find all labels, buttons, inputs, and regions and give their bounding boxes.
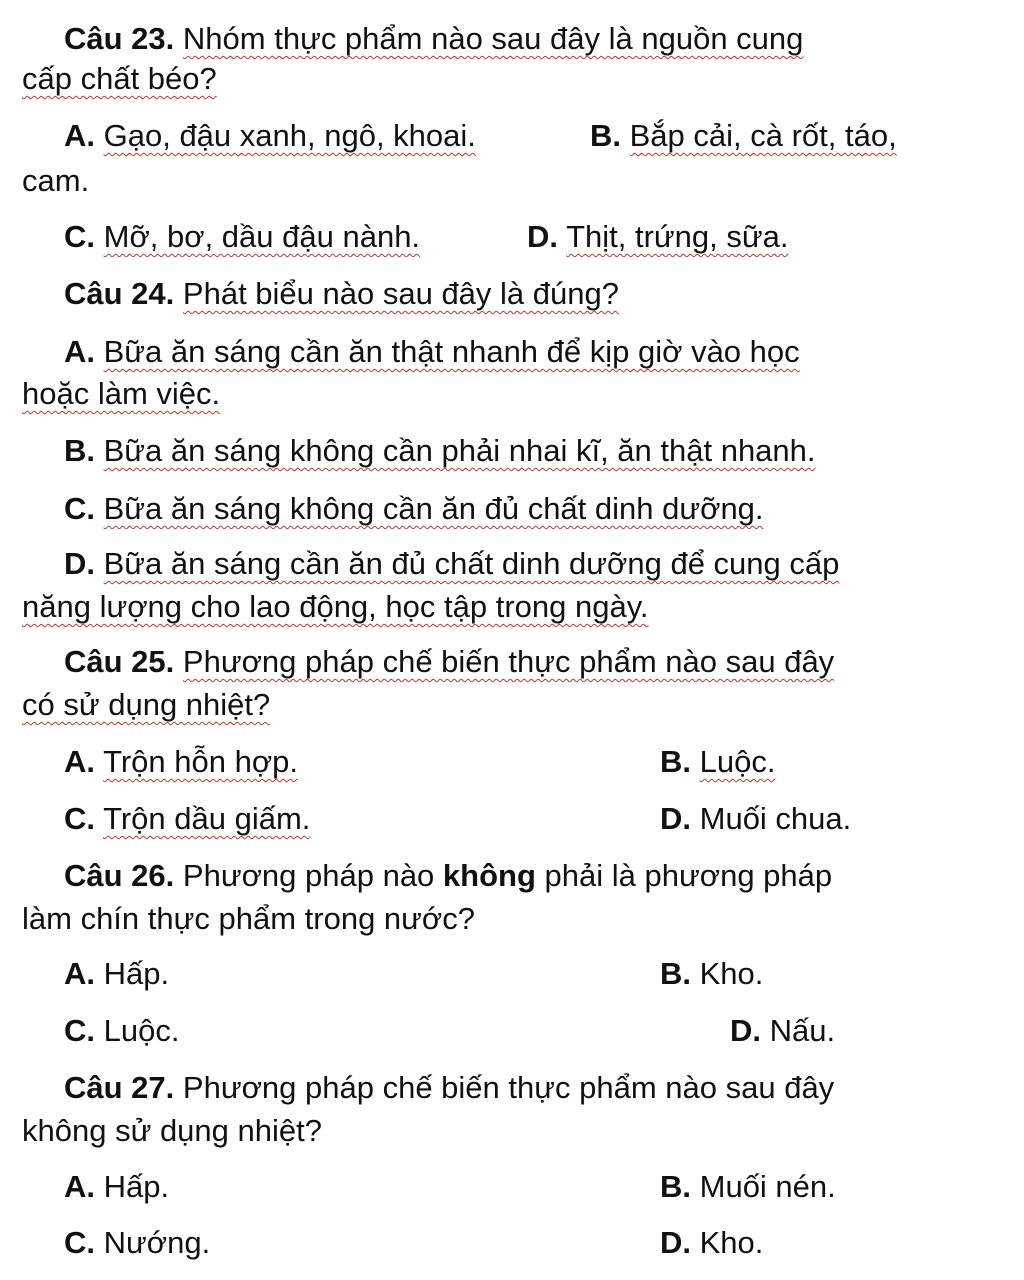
question-24-option-b <box>64 432 816 470</box>
option-text: Hấp. <box>103 956 170 991</box>
question-number: Câu 26. <box>64 858 175 893</box>
question-26-option-a <box>64 955 169 993</box>
question-text: làm chín thực phẩm trong nước? <box>22 901 475 936</box>
option-letter: A. <box>64 1169 95 1204</box>
question-23-option-b <box>590 117 897 155</box>
option-text: hoặc làm việc. <box>22 376 221 411</box>
question-24-option-c <box>64 490 764 528</box>
option-letter: B. <box>590 118 621 153</box>
option-letter: D. <box>660 801 691 836</box>
question-24-option-d <box>64 545 839 583</box>
question-26-option-b <box>660 955 763 993</box>
question-25-option-a <box>64 743 298 781</box>
option-text: Mỡ, bơ, dầu đậu nành. <box>103 219 421 254</box>
question-25-stem-cont <box>22 686 270 724</box>
question-number: Câu 27. <box>64 1070 175 1105</box>
option-text: Bữa ăn sáng không cần ăn đủ chất dinh dưỡng. <box>103 491 764 526</box>
question-25-option-b <box>660 743 775 781</box>
question-text: cấp chất béo? <box>22 61 217 96</box>
question-27-option-b <box>660 1168 836 1206</box>
question-25-option-d <box>660 800 851 838</box>
option-text: Bữa ăn sáng cần ăn thật nhanh để kịp giờ vào học <box>103 334 800 369</box>
option-text: cam. <box>22 163 90 198</box>
question-24-option-a-cont <box>22 375 220 413</box>
question-27-option-c <box>64 1224 210 1262</box>
question-27-stem <box>64 1069 834 1107</box>
option-text: Luộc. <box>699 744 776 779</box>
question-24-option-d-cont <box>22 588 649 626</box>
question-number: Câu 25. <box>64 644 175 679</box>
option-text: Trộn hỗn hợp. <box>103 744 299 779</box>
option-letter: A. <box>64 334 95 369</box>
option-text: Kho. <box>699 1225 764 1260</box>
question-emphasis: không <box>442 858 536 893</box>
option-letter: B. <box>660 744 691 779</box>
question-26-stem <box>64 857 832 895</box>
question-23-stem-cont <box>22 60 217 98</box>
question-25-option-c <box>64 800 310 838</box>
option-letter: D. <box>64 546 95 581</box>
question-26-stem-cont <box>22 900 475 938</box>
option-text: Trộn dầu giấm. <box>103 801 311 836</box>
question-text: Phương pháp nào <box>182 858 435 893</box>
question-27-option-a <box>64 1168 169 1206</box>
option-letter: A. <box>64 744 95 779</box>
option-letter: C. <box>64 491 95 526</box>
question-27-option-d <box>660 1224 763 1262</box>
question-number: Câu 24. <box>64 276 175 311</box>
question-26-option-c <box>64 1012 179 1050</box>
question-26-option-d <box>730 1012 835 1050</box>
question-text: phải là phương pháp <box>544 858 833 893</box>
option-letter: B. <box>64 433 95 468</box>
question-text: có sử dụng nhiệt? <box>22 687 271 722</box>
question-23-stem <box>64 20 803 58</box>
option-text: Nấu. <box>769 1013 836 1048</box>
option-text: Nướng. <box>103 1225 211 1260</box>
option-text: Hấp. <box>103 1169 170 1204</box>
question-27-stem-cont <box>22 1112 322 1150</box>
option-text: Bữa ăn sáng cần ăn đủ chất dinh dưỡng để cung cấp <box>103 546 840 581</box>
option-letter: A. <box>64 118 95 153</box>
question-25-stem <box>64 643 834 681</box>
option-letter: C. <box>64 219 95 254</box>
question-text: không sử dụng nhiệt? <box>22 1113 322 1148</box>
question-24-stem <box>64 275 619 313</box>
question-text: Phương pháp chế biến thực phẩm nào sau đây <box>182 1070 835 1105</box>
option-letter: B. <box>660 956 691 991</box>
question-23-option-c <box>64 218 420 256</box>
question-23-option-d <box>527 218 788 256</box>
question-text: Phương pháp chế biến thực phẩm nào sau đây <box>182 644 835 679</box>
question-text: Phát biểu nào sau đây là đúng? <box>182 276 619 311</box>
option-text: Luộc. <box>103 1013 180 1048</box>
option-letter: C. <box>64 1225 95 1260</box>
option-letter: D. <box>660 1225 691 1260</box>
question-text: Nhóm thực phẩm nào sau đây là nguồn cung <box>182 21 804 56</box>
question-23-option-a <box>64 117 476 155</box>
question-number: Câu 23. <box>64 21 175 56</box>
option-text: Gạo, đậu xanh, ngô, khoai. <box>103 118 476 153</box>
option-text: Muối nén. <box>699 1169 836 1204</box>
option-letter: A. <box>64 956 95 991</box>
option-text: Muối chua. <box>699 801 852 836</box>
option-letter: D. <box>730 1013 761 1048</box>
option-text: Thịt, trứng, sữa. <box>566 219 789 254</box>
option-text: Bắp cải, cà rốt, táo, <box>629 118 897 153</box>
question-23-option-b-cont <box>22 162 89 200</box>
question-24-option-a <box>64 333 800 371</box>
option-letter: B. <box>660 1169 691 1204</box>
option-letter: C. <box>64 801 95 836</box>
option-text: năng lượng cho lao động, học tập trong ngày. <box>22 589 649 624</box>
option-text: Kho. <box>699 956 764 991</box>
option-text: Bữa ăn sáng không cần phải nhai kĩ, ăn thật nhanh. <box>103 433 816 468</box>
option-letter: D. <box>527 219 558 254</box>
option-letter: C. <box>64 1013 95 1048</box>
